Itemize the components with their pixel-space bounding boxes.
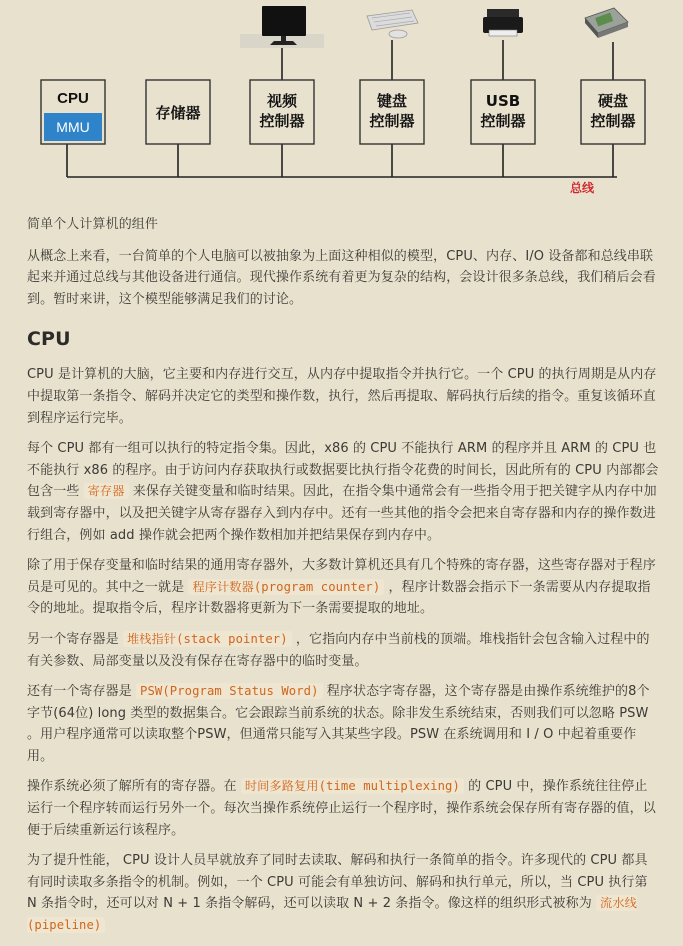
video-controller-label: 视频控制器 — [259, 92, 305, 130]
article-body — [27, 214, 659, 946]
cpu-paragraph-6: 操作系统必须了解所有的寄存器。在 时间多路复用(time multiplexing) 的 CPU 中，操作系统往往停止运行一个程序转而运行另外一个。每次当操作系统停止运行一个程序时，操作系统会保存所有寄存器的值，以便于后续重新运行该程序。 — [27, 779, 656, 838]
cpu-paragraph-1: CPU 是计算机的大脑，它主要和内存进行交互，从内存中提取指令并执行它。一个 CPU 的执行周期是从内存中提取第一条指令、解码并决定它的类型和操作数，执行，然后再提取、解码执行后续的指令。重复该循环直到程序运行完毕。 — [27, 367, 657, 426]
memory-label: 存储器 — [155, 104, 201, 122]
intro-paragraph: 从概念上来看，一台简单的个人电脑可以被抽象为上面这种相似的模型，CPU、内存、I/O 设备都和总线串联起来并通过总线与其他设备进行通信。现代操作系统有着更为复杂的结构，会设计很多条总线，我们稍后会看到。暂时来讲，这个模型能够满足我们的讨论。 — [27, 248, 656, 307]
cpu-paragraph-7: 为了提升性能， CPU 设计人员早就放弃了同时去读取、解码和执行一条简单的指令。许多现代的 CPU 都具有同时读取多条指令的机制。例如，一个 CPU 可能会有单独访问、解码和执行单元，所以，当 CPU 执行第 N 条指令时，还可以对 N + 1 条指令解码，还可以读取 N + 2 条指令。像这样的组织形式被称为 流水线(pipeline) — [27, 853, 648, 933]
cpu-paragraph-5: 还有一个寄存器是 PSW(Program Status Word) 程序状态字寄存器，这个寄存器是由操作系统维护的8个字节(64位) long 类型的数据集合。它会跟踪当前系统的状态。除非发生系统结束，否则我们可以忽略 PSW 。用户程序通常可以读取整个PSW，但通常只能写入其某些字段。PSW 在系统调用和 I / O 中起着重要作用。 — [27, 684, 650, 764]
mmu-label: MMU — [56, 119, 90, 135]
inline-code-pipeline: 流水线(pipeline) — [27, 896, 637, 933]
hard-disk-icon — [585, 8, 628, 38]
keyboard-icon — [367, 10, 418, 38]
inline-code-stack-pointer: 堆栈指针(stack pointer) — [123, 631, 292, 647]
disk-controller-label: 硬盘控制器 — [590, 92, 636, 130]
keyboard-controller-label: 键盘控制器 — [369, 92, 415, 130]
computer-components-diagram — [0, 0, 683, 205]
figure-caption: 简单个人计算机的组件 — [27, 217, 159, 232]
cpu-label: CPU — [57, 90, 89, 107]
section-heading-cpu: CPU — [27, 328, 71, 351]
monitor-icon — [240, 6, 324, 48]
cpu-paragraph-4: 另一个寄存器是 堆栈指针(stack pointer) ，它指向内存中当前栈的顶端。堆栈指针会包含输入过程中的有关参数、局部变量以及没有保存在寄存器中的临时变量。 — [27, 631, 650, 669]
cpu-paragraph-3: 除了用于保存变量和临时结果的通用寄存器外，大多数计算机还具有几个特殊的寄存器，这些寄存器对于程序员是可见的。其中之一就是 程序计数器(program counter) ，程序计数器会指示下一条需要从内存提取指令的地址。提取指令后，程序计数器将更新为下一条需要提取的地址。 — [27, 558, 656, 617]
inline-code-program-counter: 程序计数器(program counter) — [188, 579, 384, 595]
usb-controller-label: USB 控制器 — [480, 92, 526, 130]
inline-code-time-multiplexing: 时间多路复用(time multiplexing) — [241, 778, 464, 794]
bus-label: 总线 — [569, 181, 595, 195]
inline-code-psw: PSW(Program Status Word) — [136, 683, 323, 699]
cpu-paragraph-2: 每个 CPU 都有一组可以执行的特定指令集。因此，x86 的 CPU 不能执行 ARM 的程序并且 ARM 的 CPU 也不能执行 x86 的程序。由于访问内存获取执行或数据要比执行指令花费的时间长，因此所有的 CPU 内部都会包含一些 寄存器 来保存关键变量和临时结果。因此，在指令集中通常会有一些指令用于把关键字从内存中加载到寄存器中，以及把关键字从寄存器存入到内存中。还有一些其他的指令会把来自寄存器和内存的操作数进行组合，例如 add 操作就会把两个操作数相加并把结果保存到内存中。 — [27, 441, 659, 543]
inline-code-register: 寄存器 — [84, 483, 129, 499]
printer-icon — [483, 9, 523, 36]
